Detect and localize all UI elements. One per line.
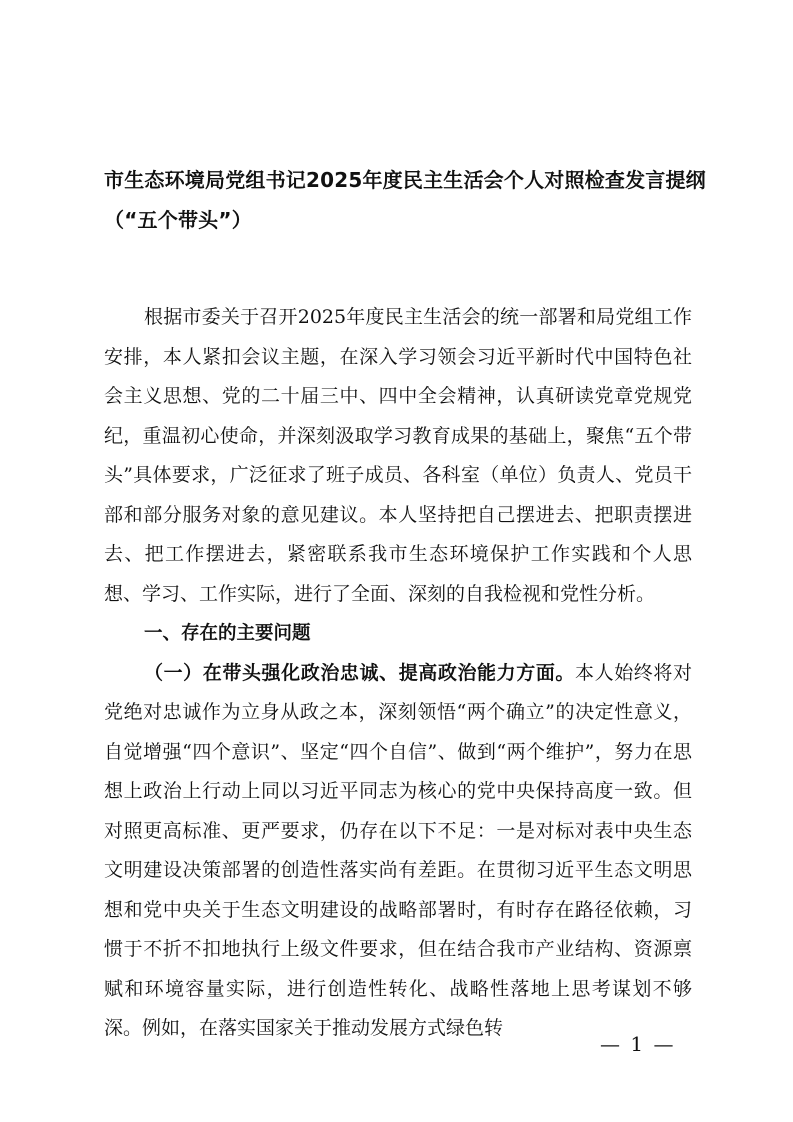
document-title bbox=[104, 160, 704, 240]
subsection-body: 本人始终将对党绝对忠诚作为立身从政之本，深刻领悟“两个确立”的决定性意义，自觉增强“四个意识”、坚定“四个自信”、做到“两个维护”，努力在思想上政治上行动上同以习近平同志为核心的党中央保持高度一致。但对照更高标准、更严要求，仍存在以下不足：一是对标对表中央生态文明建设决策部署的创造性落实尚有差距。在贯彻习近平生态文明思想和党中央关于生态文明建设的战略部署时，有时存在路径依赖，习惯于不折不扣地执行上级文件要求，但在结合我市产业结构、资源禀赋和环境容量实际，进行创造性转化、战略性落地上思考谋划不够深。例如，在落实国家关于推动发展方式绿色转 bbox=[104, 661, 692, 1039]
subsection-paragraph-1 bbox=[104, 654, 692, 1049]
title-line-1: 市生态环境局党组书记2025年度民主生活会个人对照检查发言提纲 bbox=[104, 168, 706, 192]
title-line-2: （“五个带头”） bbox=[104, 208, 252, 232]
intro-paragraph: 根据市委关于召开2025年度民主生活会的统一部署和局党组工作安排，本人紧扣会议主题，在深入学习领会习近平新时代中国特色社会主义思想、党的二十届三中、四中全会精神，认真研读党章党规党纪，重温初心使命，并深刻汲取学习教育成果的基础上，聚焦“五个带头”具体要求，广泛征求了班子成员、各科室（单位）负责人、党员干部和部分服务对象的意见建议。本人坚持把自己摆进去、把职责摆进去、把工作摆进去，紧密联系我市生态环境保护工作实践和个人思想、学习、工作实际，进行了全面、深刻的自我检视和党性分析。 bbox=[104, 306, 692, 605]
page-number: — 1 — bbox=[600, 1032, 676, 1056]
subsection-lead: （一）在带头强化政治忠诚、提高政治能力方面。 bbox=[144, 661, 576, 684]
document-body bbox=[104, 298, 692, 1049]
section-heading-problems: 一、存在的主要问题 bbox=[144, 623, 311, 644]
